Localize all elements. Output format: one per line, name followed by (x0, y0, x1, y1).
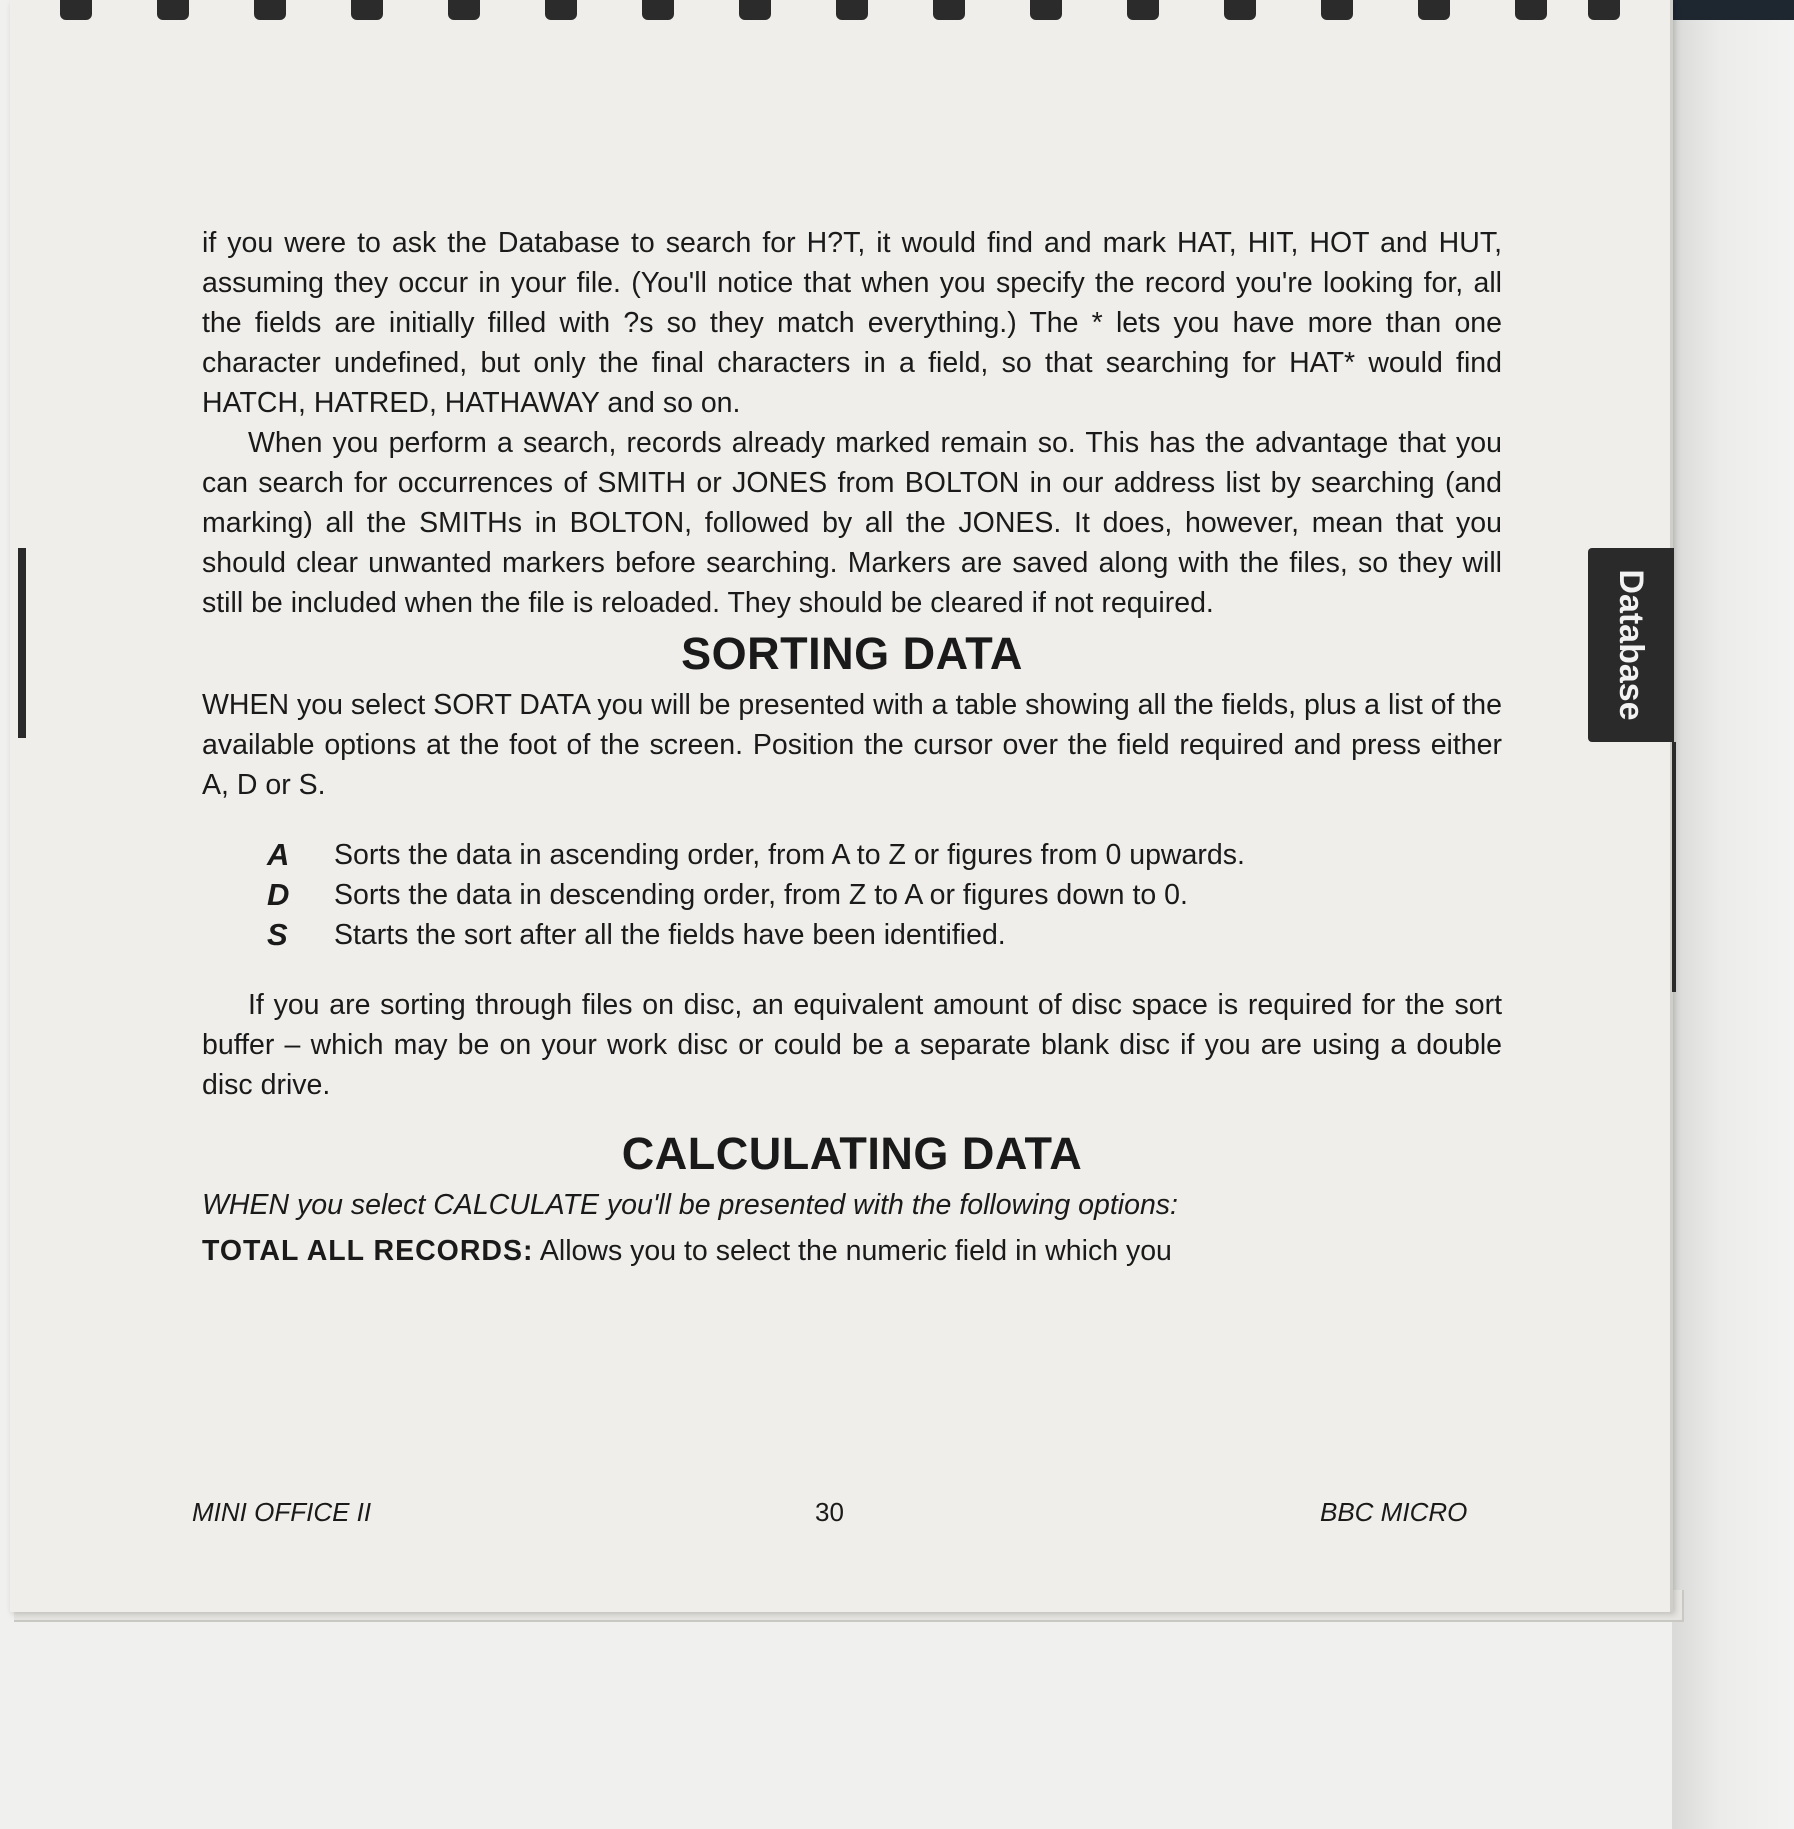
binding-ring (254, 0, 286, 20)
section-intro: WHEN you select CALCULATE you'll be presented with the following options: (202, 1189, 1178, 1221)
binding-ring (157, 0, 189, 20)
binding-ring (1224, 0, 1256, 20)
binding-ring (739, 0, 771, 20)
body-paragraph: If you are sorting through files on disc, an equivalent amount of disc space is required for the sort buffer – which may be on your work disc or could be a separate blank disc if you are using a double disc drive. (202, 989, 1502, 1101)
binding-ring (60, 0, 92, 20)
page-body (202, 223, 1502, 1271)
binding-ring (545, 0, 577, 20)
binding-ring (642, 0, 674, 20)
binding-ring (1588, 0, 1620, 20)
binding-ring (1515, 0, 1547, 20)
manual-page (10, 0, 1673, 1612)
option-description: Sorts the data in descending order, from Z to A or figures down to 0. (334, 879, 1188, 911)
binding-ring (1418, 0, 1450, 20)
binding-ring (836, 0, 868, 20)
body-paragraph: if you were to ask the Database to search for H?T, it would find and mark HAT, HIT, HOT and HUT, assuming they occur in your file. (You'll notice that when you specify the record you're looking for, all the fields are initially filled with ?s so they match everything.) The * lets you have more than one character undefined, but only the final characters in a field, so that searching for HAT* would find HATCH, HATRED, HATHAWAY and so on. (202, 227, 1502, 419)
sort-options-list (202, 835, 1502, 955)
binding-ring (351, 0, 383, 20)
list-item (202, 835, 1502, 875)
option-description: Allows you to select the numeric field in which you (539, 1235, 1172, 1267)
body-paragraph: WHEN you select SORT DATA you will be presented with a table showing all the fields, plus a list of the available options at the foot of the screen. Position the cursor over the field required and press either A, D or S. (202, 689, 1503, 801)
binding-ring (933, 0, 965, 20)
section-heading: SORTING DATA (681, 628, 1023, 679)
option-key: S (267, 917, 288, 952)
option-description: Sorts the data in ascending order, from A to Z or figures from 0 upwards. (334, 839, 1245, 871)
section-tab-label: Database (1612, 569, 1650, 721)
body-paragraph (202, 1231, 1502, 1271)
option-lead: TOTAL ALL RECORDS: (202, 1235, 534, 1267)
option-key: D (267, 877, 290, 912)
section-heading: CALCULATING DATA (621, 1128, 1083, 1179)
scanner-corner (1672, 0, 1794, 20)
binding-ring (1127, 0, 1159, 20)
spiral-binding (60, 0, 1620, 22)
right-margin-line (1672, 742, 1676, 992)
body-paragraph: When you perform a search, records already marked remain so. This has the advantage that you can search for occurrences of SMITH or JONES from BOLTON in our address list by searching (and marking) all the SMITHs in BOLTON, followed by all the JONES. It does, however, mean that you should clear unwanted markers before searching. Markers are saved along with the files, so they will still be included when the file is reloaded. They should be cleared if not required. (202, 427, 1502, 619)
option-description: Starts the sort after all the fields have been identified. (334, 919, 1006, 951)
page-number: 30 (815, 1497, 844, 1527)
footer-left: MINI OFFICE II (192, 1497, 372, 1527)
binding-ring (1321, 0, 1353, 20)
left-margin-marker (18, 548, 26, 738)
option-key: A (267, 837, 290, 872)
scanner-edge (1672, 0, 1794, 1829)
binding-ring (1030, 0, 1062, 20)
section-tab (1588, 548, 1674, 742)
list-item (202, 915, 1502, 955)
footer-right: BBC MICRO (1320, 1497, 1468, 1527)
binding-ring (448, 0, 480, 20)
list-item (202, 875, 1502, 915)
